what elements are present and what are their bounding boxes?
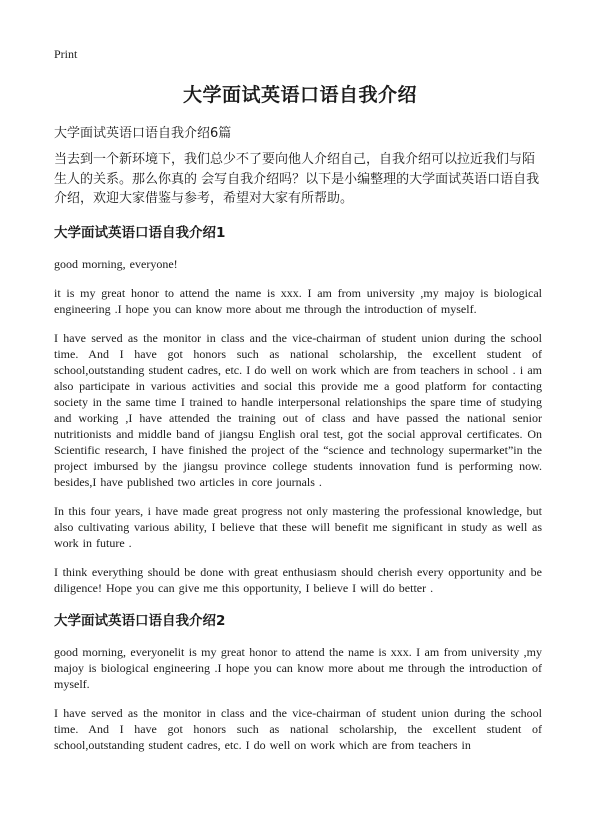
section-heading-1: 大学面试英语口语自我介绍1 bbox=[54, 224, 226, 241]
paragraph: I think everything should be done with great enthusiasm should cherish every opportunity and be diligence! Hope you can give me this opportunity, I believe I will do better . bbox=[54, 564, 542, 595]
document-body bbox=[54, 122, 542, 766]
document-title: 大学面试英语口语自我介绍 bbox=[182, 84, 417, 106]
paragraph: In this four years, i have made great progress not only mastering the professional knowledge, but also cultivating various ability, I believe that these will benefit me significant in study as well as work in future . bbox=[54, 503, 542, 550]
print-link[interactable]: Print bbox=[54, 47, 78, 61]
intro-paragraph: 当去到一个新环境下，我们总少不了要向他人介绍自己，自我介绍可以拉近我们与陌生人的关系。那么你真的 会写自我介绍吗？以下是小编整理的大学面试英语口语自我介绍，欢迎大家借鉴与参考，希望对大家有所帮助。 bbox=[54, 152, 540, 206]
paragraph: it is my great honor to attend the name is xxx. I am from university ,my majoy is biological engineering .I hope you can know more about me through the introduction of myself. bbox=[54, 285, 542, 316]
paragraph: good morning, everyonelit is my great honor to attend the name is xxx. I am from university ,my majoy is biological engineering .I hope you can know more about me through the introduction of myself. bbox=[54, 644, 542, 691]
section-heading-2: 大学面试英语口语自我介绍2 bbox=[54, 612, 226, 629]
paragraph: I have served as the monitor in class and the vice-chairman of student union during the school time. And I have got honors such as national scholarship, the excellent student of school,outstanding student cadres, etc. I do well on work which are from teachers in bbox=[54, 705, 542, 752]
document-subtitle: 大学面试英语口语自我介绍6篇 bbox=[54, 126, 232, 141]
paragraph: I have served as the monitor in class and the vice-chairman of student union during the school time. And I have got honors such as national scholarship, the excellent student of school,outstanding student cadres, etc. I do well on work which are from teachers in school . i am also participate in various activities and social this provide me a good platform for contacting society in the same time I trained to handle interpersonal relationships the spare time of studying and working ,I have attended the training out of class and have passed the national senior nutritionists and middle band of jiangsu English oral test, got the social approval certificates. On Scientific research, I have finished the project of the “science and technology supermarket”in the project imbursed by the jiangsu province college students innovation fund is performing now. besides,I have published two articles in core journals . bbox=[54, 330, 542, 489]
paragraph: good morning, everyone! bbox=[54, 256, 178, 271]
